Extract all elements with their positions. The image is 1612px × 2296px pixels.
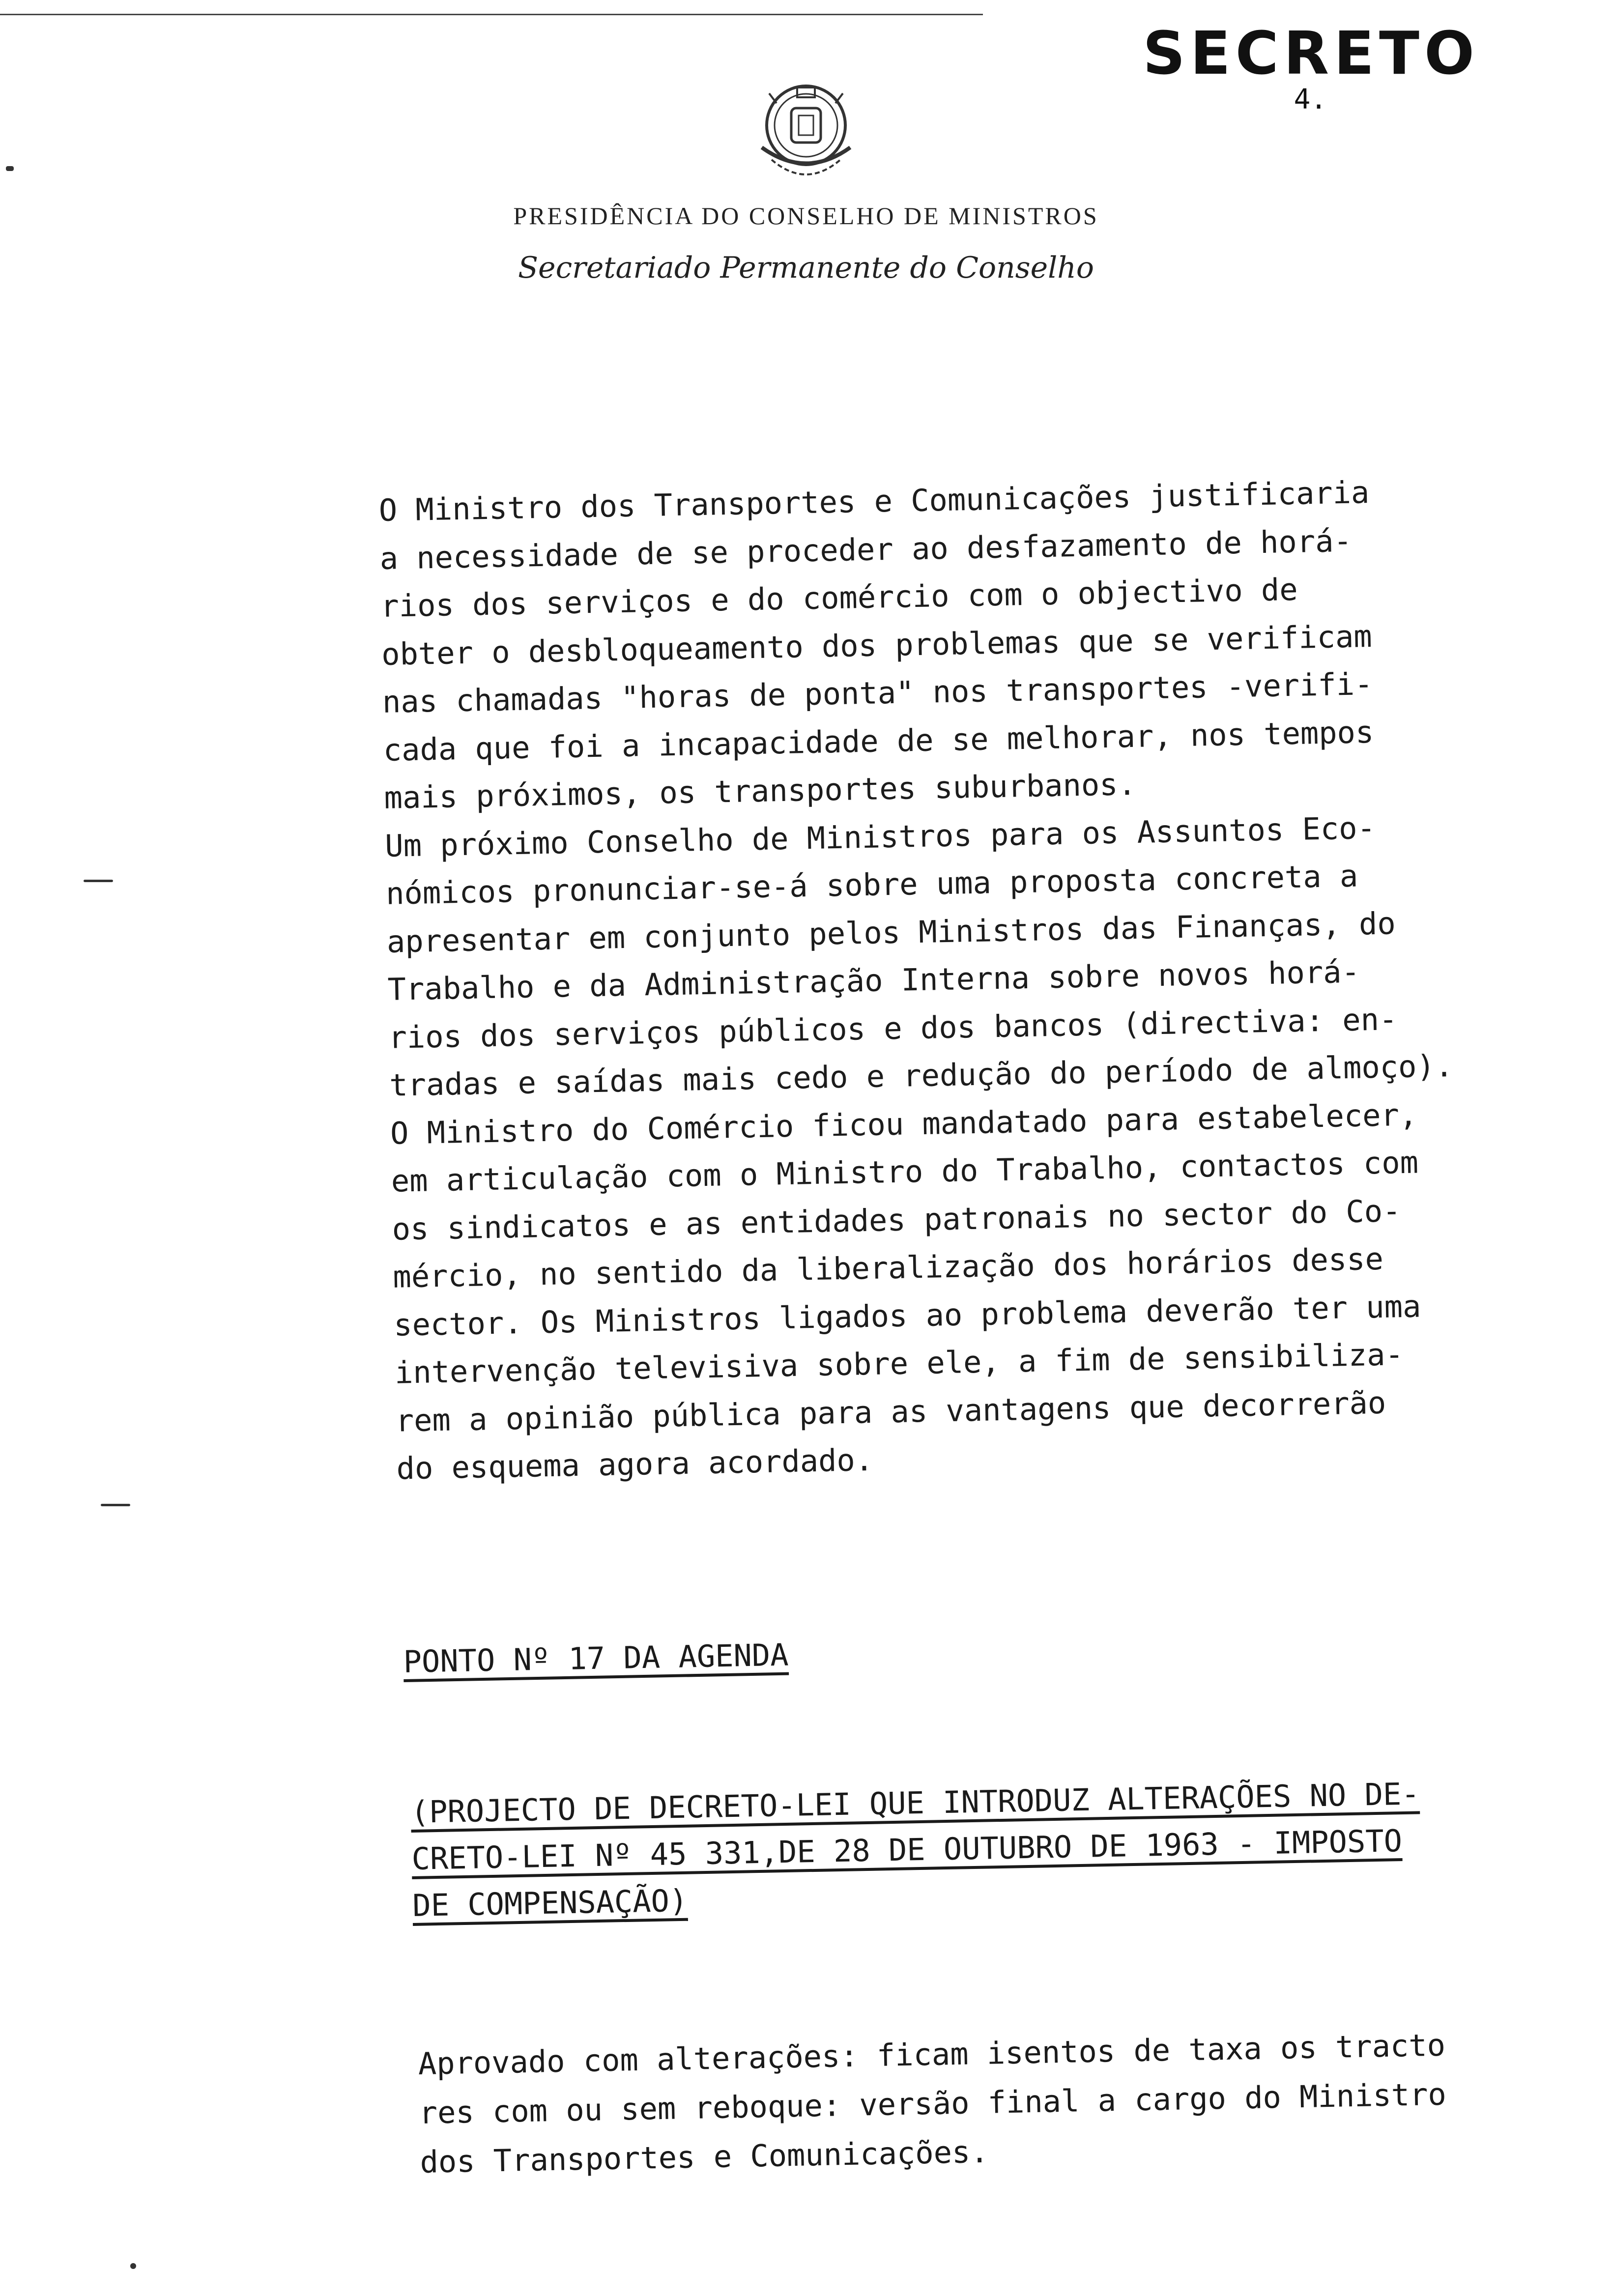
margin-mark (101, 1504, 130, 1506)
subject-line: DE COMPENSAÇÃO) (412, 1882, 688, 1923)
office-title: PRESIDÊNCIA DO CONSELHO DE MINISTROS (513, 202, 1099, 230)
body-line: Um próximo Conselho de Ministros para os Assuntos Eco- (384, 809, 1376, 864)
body-line: Trabalho e da Administração Interna sobre novos horá- (387, 953, 1360, 1007)
body-line: do esquema agora acordado. (396, 1441, 874, 1487)
body-line: a necessidade de se proceder ao desfazamento de horá- (379, 522, 1353, 576)
margin-mark (130, 2263, 136, 2269)
secretariat-subtitle: Secretariado Permanente do Conselho (518, 251, 1094, 285)
body-line: nómicos pronunciar-se-á sobre uma proposta concreta a (385, 858, 1358, 912)
margin-mark (84, 880, 113, 882)
body-line: rios dos serviços e do comércio com o objectivo de (380, 571, 1298, 624)
subject-line: (PROJECTO DE DECRETO-LEI QUE INTRODUZ ALTERAÇÕES NO DE- (410, 1776, 1420, 1830)
body-line: nas chamadas "horas de ponta" nos transportes -verifi- (382, 665, 1374, 720)
page-number: 4. (1294, 84, 1327, 115)
body-line: mais próximos, os transportes suburbanos. (383, 766, 1137, 816)
body-line: intervenção televisiva sobre ele, a fim de sensibiliza- (394, 1336, 1404, 1391)
body-line: O Ministro dos Transportes e Comunicações justificaria (378, 474, 1370, 528)
agenda-item-decision (418, 2019, 1551, 2187)
top-rule (0, 14, 983, 15)
body-line: cada que foi a incapacidade de se melhorar, nos tempos (383, 714, 1374, 768)
body-line: mércio, no sentido da liberalização dos horários desse (392, 1240, 1384, 1295)
body-line: O Ministro do Comércio ficou mandatado para estabelecer, (390, 1096, 1418, 1151)
body-line: tradas e saídas mais cedo e redução do período de almoço). (389, 1048, 1454, 1103)
coat-of-arms-emblem (742, 74, 870, 197)
decision-line: dos Transportes e Comunicações. (419, 2133, 989, 2180)
body-line: em articulação com o Ministro do Trabalho, contactos com (391, 1144, 1419, 1199)
body-line: os sindicatos e as entidades patronais no sector do Co- (392, 1192, 1402, 1247)
agenda-item-heading: PONTO Nº 17 DA AGENDA (403, 1636, 789, 1680)
decision-line: Aprovado com alterações: ficam isentos de taxa os tracto (418, 2027, 1446, 2082)
agenda-item-subject (410, 1768, 1543, 1929)
body-line: obter o desbloqueamento dos problemas que se verificam (381, 618, 1373, 672)
minutes-body (378, 466, 1517, 1492)
body-line: sector. Os Ministros ligados ao problema deverão ter uma (393, 1288, 1421, 1343)
subject-line: CRETO-LEI Nº 45 331,DE 28 DE OUTUBRO DE 1963 - IMPOSTO (411, 1823, 1403, 1877)
body-line: rios dos serviços públicos e dos bancos (directiva: en- (388, 1001, 1398, 1056)
body-line: apresentar em conjunto pelos Ministros das Finanças, do (386, 905, 1396, 960)
body-line: rem a opinião pública para as vantagens que decorrerão (395, 1384, 1386, 1439)
decision-line: res com ou sem reboque: versão final a cargo do Ministro (419, 2076, 1447, 2131)
margin-mark (6, 166, 14, 171)
classification-stamp: SECRETO (1143, 20, 1479, 88)
